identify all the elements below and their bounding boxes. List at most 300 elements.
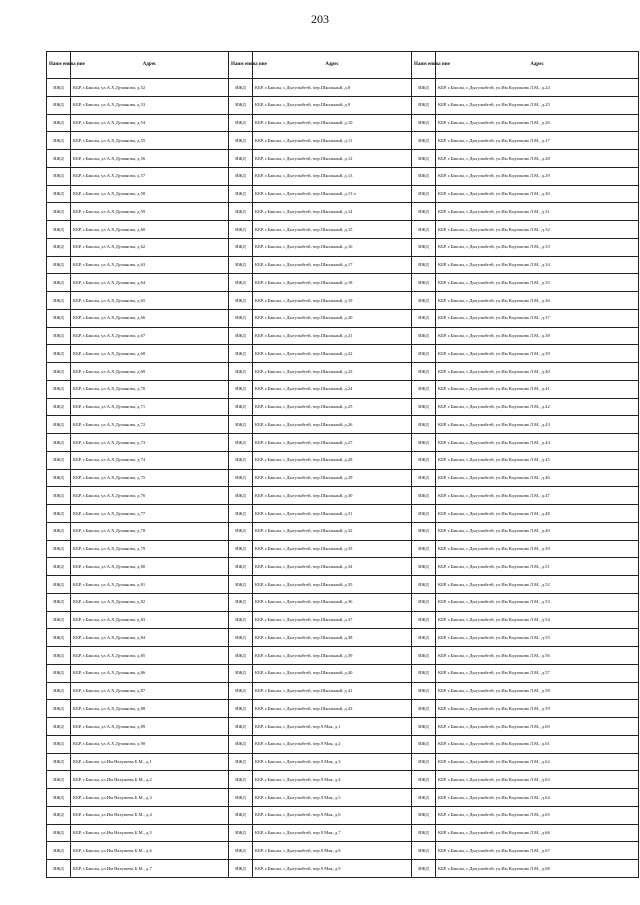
table-row (47, 522, 639, 540)
object-kind-cell: ИЖД (412, 611, 436, 629)
header-address: Адрес (71, 52, 229, 79)
object-kind-cell: ИЖД (229, 327, 253, 345)
address-cell: КБР, г.Баксан, с.Дыгулыбгей, пер.Школьный, д.43 (253, 700, 412, 718)
table-row (47, 842, 639, 860)
object-kind-cell: ИЖД (229, 274, 253, 292)
address-cell: КБР, г.Баксан, с.Дыгулыбгей, пер.9 Мая, д.9 (253, 860, 412, 878)
object-kind-cell: ИЖД (412, 842, 436, 860)
address-cell: КБР, г.Баксан, с.Дыгулыбгей, ул.Им Кодзокова Л.М., д.49 (436, 522, 639, 540)
address-cell: КБР, г.Баксан, ул.А.Х.Думанова, д.59 (71, 203, 229, 221)
table-header-row (47, 52, 639, 79)
address-cell: КБР, г.Баксан, с.Дыгулыбгей, пер.9 Мая, д.1 (253, 718, 412, 736)
address-cell: КБР, г.Баксан, с.Дыгулыбгей, пер.9 Мая, д.6 (253, 806, 412, 824)
address-cell: КБР, г.Баксан, ул.А.Х.Думанова, д.62 (71, 238, 229, 256)
address-cell: КБР, г.Баксан, с.Дыгулыбгей, пер.9 Мая, д.2 (253, 735, 412, 753)
object-kind-cell: ИЖД (47, 327, 71, 345)
object-kind-cell: ИЖД (412, 327, 436, 345)
address-cell: КБР, г.Баксан, с.Дыгулыбгей, пер.Школьный, д.19 (253, 292, 412, 310)
object-kind-cell: ИЖД (47, 398, 71, 416)
table-row (47, 221, 639, 239)
address-cell: КБР, г.Баксан, с.Дыгулыбгей, ул.Им Кодзокова Л.М., д.67 (436, 842, 639, 860)
object-kind-cell: ИЖД (47, 434, 71, 452)
table-row (47, 593, 639, 611)
address-cell: КБР, г.Баксан, с.Дыгулыбгей, ул.Им Кодзокова Л.М., д.37 (436, 309, 639, 327)
object-kind-cell: ИЖД (229, 185, 253, 203)
object-kind-cell: ИЖД (47, 469, 71, 487)
address-cell: КБР, г.Баксан, с.Дыгулыбгей, пер.Школьный, д.22 (253, 345, 412, 363)
object-kind-cell: ИЖД (412, 824, 436, 842)
address-cell: КБР, г.Баксан, ул.А.Х.Думанова, д.55 (71, 132, 229, 150)
table-row (47, 185, 639, 203)
address-cell: КБР, г.Баксан, с.Дыгулыбгей, пер.Школьный, д.34 (253, 558, 412, 576)
object-kind-cell: ИЖД (47, 185, 71, 203)
address-cell: КБР, г.Баксан, ул.А.Х.Думанова, д.77 (71, 505, 229, 523)
page-number: 203 (311, 12, 329, 26)
table-row (47, 753, 639, 771)
table-row (47, 167, 639, 185)
address-cell: КБР, г.Баксан, с.Дыгулыбгей, пер.Школьный, д.14 (253, 203, 412, 221)
address-cell: КБР, г.Баксан, ул.А.Х.Думанова, д.70 (71, 380, 229, 398)
address-cell: КБР, г.Баксан, с.Дыгулыбгей, пер.Школьный, д.32 (253, 522, 412, 540)
object-kind-cell: ИЖД (47, 487, 71, 505)
table-row (47, 611, 639, 629)
address-cell: КБР, г.Баксан, ул.А.Х.Думанова, д.88 (71, 700, 229, 718)
object-kind-cell: ИЖД (412, 451, 436, 469)
address-cell: КБР, г.Баксан, ул.А.Х.Думанова, д.60 (71, 221, 229, 239)
object-kind-cell: ИЖД (47, 292, 71, 310)
address-cell: КБР, г.Баксан, с.Дыгулыбгей, ул.Им Кодзокова Л.М., д.28 (436, 150, 639, 168)
object-kind-cell: ИЖД (47, 96, 71, 114)
object-kind-cell: ИЖД (412, 79, 436, 97)
object-kind-cell: ИЖД (47, 789, 71, 807)
address-cell: КБР, г.Баксан, с.Дыгулыбгей, ул.Им Кодзокова Л.М., д.36 (436, 292, 639, 310)
address-cell: КБР, г.Баксан, ул.А.Х.Думанова, д.81 (71, 576, 229, 594)
object-kind-cell: ИЖД (229, 664, 253, 682)
object-kind-cell: ИЖД (47, 771, 71, 789)
table-row (47, 469, 639, 487)
address-cell: КБР, г.Баксан, ул.Им Нахушева Б.М., д.7 (71, 860, 229, 878)
address-cell: КБР, г.Баксан, ул.А.Х.Думанова, д.56 (71, 150, 229, 168)
table-row (47, 540, 639, 558)
object-kind-cell: ИЖД (47, 150, 71, 168)
object-kind-cell: ИЖД (229, 647, 253, 665)
address-cell: КБР, г.Баксан, с.Дыгулыбгей, пер.Школьный, д.37 (253, 611, 412, 629)
address-cell: КБР, г.Баксан, с.Дыгулыбгей, ул.Им Кодзокова Л.М., д.29 (436, 167, 639, 185)
address-cell: КБР, г.Баксан, с.Дыгулыбгей, пер.Школьный, д.9 (253, 96, 412, 114)
address-cell: КБР, г.Баксан, ул.А.Х.Думанова, д.64 (71, 274, 229, 292)
address-cell: КБР, г.Баксан, с.Дыгулыбгей, ул.Им Кодзокова Л.М., д.35 (436, 274, 639, 292)
header-address: Адрес (436, 52, 639, 79)
object-kind-cell: ИЖД (229, 203, 253, 221)
object-kind-cell: ИЖД (412, 647, 436, 665)
address-cell: КБР, г.Баксан, ул.А.Х.Думанова, д.75 (71, 469, 229, 487)
address-cell: КБР, г.Баксан, ул.А.Х.Думанова, д.78 (71, 522, 229, 540)
address-cell: КБР, г.Баксан, с.Дыгулыбгей, ул.Им Кодзокова Л.М., д.58 (436, 682, 639, 700)
object-kind-cell: ИЖД (47, 451, 71, 469)
table-row (47, 451, 639, 469)
object-kind-cell: ИЖД (229, 238, 253, 256)
object-kind-cell: ИЖД (229, 487, 253, 505)
object-kind-cell: ИЖД (412, 363, 436, 381)
object-kind-cell: ИЖД (229, 469, 253, 487)
header-kind: Наим енова ние (229, 52, 253, 79)
table-row (47, 96, 639, 114)
table-row (47, 114, 639, 132)
address-cell: КБР, г.Баксан, с.Дыгулыбгей, пер.Школьный, д.29 (253, 469, 412, 487)
address-cell: КБР, г.Баксан, ул.А.Х.Думанова, д.71 (71, 398, 229, 416)
object-kind-cell: ИЖД (47, 682, 71, 700)
address-cell: КБР, г.Баксан, с.Дыгулыбгей, ул.Им Кодзокова Л.М., д.53 (436, 593, 639, 611)
table-row (47, 363, 639, 381)
address-cell: КБР, г.Баксан, ул.А.Х.Думанова, д.87 (71, 682, 229, 700)
object-kind-cell: ИЖД (412, 398, 436, 416)
object-kind-cell: ИЖД (229, 718, 253, 736)
object-kind-cell: ИЖД (47, 824, 71, 842)
address-cell: КБР, г.Баксан, с.Дыгулыбгей, пер.Школьный, д.28 (253, 451, 412, 469)
address-cell: КБР, г.Баксан, с.Дыгулыбгей, пер.Школьный, д.41 (253, 682, 412, 700)
address-cell: КБР, г.Баксан, с.Дыгулыбгей, ул.Им Кодзокова Л.М., д.60 (436, 718, 639, 736)
table-row (47, 505, 639, 523)
address-cell: КБР, г.Баксан, с.Дыгулыбгей, пер.Школьный, д.20 (253, 309, 412, 327)
address-cell: КБР, г.Баксан, ул.Им Нахушева Б.М., д.2 (71, 771, 229, 789)
table-row (47, 132, 639, 150)
object-kind-cell: ИЖД (47, 629, 71, 647)
address-cell: КБР, г.Баксан, с.Дыгулыбгей, ул.Им Кодзокова Л.М., д.41 (436, 380, 639, 398)
object-kind-cell: ИЖД (229, 96, 253, 114)
table-row (47, 664, 639, 682)
object-kind-cell: ИЖД (229, 522, 253, 540)
object-kind-cell: ИЖД (412, 238, 436, 256)
address-cell: КБР, г.Баксан, с.Дыгулыбгей, ул.Им Кодзокова Л.М., д.59 (436, 700, 639, 718)
table-row (47, 416, 639, 434)
object-kind-cell: ИЖД (412, 416, 436, 434)
address-cell: КБР, г.Баксан, с.Дыгулыбгей, ул.Им Кодзокова Л.М., д.33 (436, 238, 639, 256)
address-cell: КБР, г.Баксан, с.Дыгулыбгей, ул.Им Кодзокова Л.М., д.45 (436, 451, 639, 469)
address-cell: КБР, г.Баксан, с.Дыгулыбгей, ул.Им Кодзокова Л.М., д.26 (436, 114, 639, 132)
object-kind-cell: ИЖД (412, 629, 436, 647)
address-cell: КБР, г.Баксан, ул.А.Х.Думанова, д.58 (71, 185, 229, 203)
table-row (47, 682, 639, 700)
object-kind-cell: ИЖД (47, 345, 71, 363)
address-cell: КБР, г.Баксан, с.Дыгулыбгей, пер.Школьный, д.8 (253, 79, 412, 97)
object-kind-cell: ИЖД (412, 132, 436, 150)
object-kind-cell: ИЖД (229, 576, 253, 594)
object-kind-cell: ИЖД (229, 789, 253, 807)
address-cell: КБР, г.Баксан, ул.А.Х.Думанова, д.54 (71, 114, 229, 132)
object-kind-cell: ИЖД (47, 806, 71, 824)
address-cell: КБР, г.Баксан, с.Дыгулыбгей, ул.Им Кодзокова Л.М., д.42 (436, 398, 639, 416)
address-cell: КБР, г.Баксан, с.Дыгулыбгей, пер.Школьный, д.15 (253, 221, 412, 239)
address-cell: КБР, г.Баксан, с.Дыгулыбгей, ул.Им Кодзокова Л.М., д.39 (436, 345, 639, 363)
table-row (47, 398, 639, 416)
object-kind-cell: ИЖД (412, 806, 436, 824)
address-cell: КБР, г.Баксан, ул.А.Х.Думанова, д.80 (71, 558, 229, 576)
object-kind-cell: ИЖД (412, 540, 436, 558)
address-cell: КБР, г.Баксан, с.Дыгулыбгей, ул.Им Кодзокова Л.М., д.32 (436, 221, 639, 239)
table-row (47, 700, 639, 718)
address-cell: КБР, г.Баксан, с.Дыгулыбгей, пер.Школьный, д.31 (253, 505, 412, 523)
address-cell: КБР, г.Баксан, ул.А.Х.Думанова, д.52 (71, 79, 229, 97)
object-kind-cell: ИЖД (229, 735, 253, 753)
object-kind-cell: ИЖД (412, 114, 436, 132)
address-cell: КБР, г.Баксан, ул.А.Х.Думанова, д.74 (71, 451, 229, 469)
object-kind-cell: ИЖД (47, 576, 71, 594)
object-kind-cell: ИЖД (229, 167, 253, 185)
object-kind-cell: ИЖД (229, 434, 253, 452)
address-cell: КБР, г.Баксан, ул.Им Нахушева Б.М., д.5 (71, 824, 229, 842)
object-kind-cell: ИЖД (229, 806, 253, 824)
object-kind-cell: ИЖД (47, 274, 71, 292)
address-cell: КБР, г.Баксан, с.Дыгулыбгей, ул.Им Кодзокова Л.М., д.43 (436, 416, 639, 434)
object-kind-cell: ИЖД (47, 700, 71, 718)
object-kind-cell: ИЖД (229, 398, 253, 416)
object-kind-cell: ИЖД (412, 256, 436, 274)
object-kind-cell: ИЖД (47, 79, 71, 97)
address-cell: КБР, г.Баксан, ул.А.Х.Думанова, д.53 (71, 96, 229, 114)
address-cell: КБР, г.Баксан, с.Дыгулыбгей, ул.Им Кодзокова Л.М., д.47 (436, 487, 639, 505)
address-cell: КБР, г.Баксан, с.Дыгулыбгей, пер.Школьный, д.40 (253, 664, 412, 682)
object-kind-cell: ИЖД (47, 540, 71, 558)
address-cell: КБР, г.Баксан, ул.Им Нахушева Б.М., д.4 (71, 806, 229, 824)
address-cell: КБР, г.Баксан, ул.Им Нахушева Б.М., д.3 (71, 789, 229, 807)
address-cell: КБР, г.Баксан, с.Дыгулыбгей, пер.Школьный, д.25 (253, 398, 412, 416)
table-row (47, 647, 639, 665)
table-row (47, 434, 639, 452)
table-row (47, 824, 639, 842)
object-kind-cell: ИЖД (412, 753, 436, 771)
object-kind-cell: ИЖД (229, 363, 253, 381)
table-row (47, 203, 639, 221)
address-cell: КБР, г.Баксан, ул.А.Х.Думанова, д.57 (71, 167, 229, 185)
object-kind-cell: ИЖД (412, 345, 436, 363)
table-row (47, 309, 639, 327)
object-kind-cell: ИЖД (412, 522, 436, 540)
address-cell: КБР, г.Баксан, ул.А.Х.Думанова, д.68 (71, 345, 229, 363)
object-kind-cell: ИЖД (412, 380, 436, 398)
object-kind-cell: ИЖД (47, 522, 71, 540)
address-cell: КБР, г.Баксан, ул.А.Х.Думанова, д.65 (71, 292, 229, 310)
table-row (47, 380, 639, 398)
table-row (47, 292, 639, 310)
address-cell: КБР, г.Баксан, с.Дыгулыбгей, пер.Школьный, д.21 (253, 327, 412, 345)
object-kind-cell: ИЖД (47, 593, 71, 611)
object-kind-cell: ИЖД (47, 718, 71, 736)
object-kind-cell: ИЖД (412, 718, 436, 736)
object-kind-cell: ИЖД (412, 487, 436, 505)
object-kind-cell: ИЖД (412, 576, 436, 594)
address-cell: КБР, г.Баксан, с.Дыгулыбгей, пер.Школьный, д.17 (253, 256, 412, 274)
object-kind-cell: ИЖД (47, 664, 71, 682)
address-cell: КБР, г.Баксан, с.Дыгулыбгей, пер.Школьный, д.33 (253, 540, 412, 558)
address-cell: КБР, г.Баксан, ул.А.Х.Думанова, д.85 (71, 647, 229, 665)
object-kind-cell: ИЖД (229, 150, 253, 168)
object-kind-cell: ИЖД (412, 274, 436, 292)
object-kind-cell: ИЖД (229, 593, 253, 611)
object-kind-cell: ИЖД (412, 292, 436, 310)
address-cell: КБР, г.Баксан, с.Дыгулыбгей, пер.Школьный, д.23 (253, 363, 412, 381)
address-table (46, 51, 639, 878)
object-kind-cell: ИЖД (229, 451, 253, 469)
address-cell: КБР, г.Баксан, с.Дыгулыбгей, пер.Школьный, д.12 (253, 150, 412, 168)
table-row (47, 327, 639, 345)
address-cell: КБР, г.Баксан, с.Дыгулыбгей, пер.Школьный, д.24 (253, 380, 412, 398)
address-cell: КБР, г.Баксан, с.Дыгулыбгей, ул.Им Кодзокова Л.М., д.30 (436, 185, 639, 203)
object-kind-cell: ИЖД (229, 292, 253, 310)
address-cell: КБР, г.Баксан, ул.А.Х.Думанова, д.89 (71, 718, 229, 736)
object-kind-cell: ИЖД (229, 114, 253, 132)
object-kind-cell: ИЖД (229, 611, 253, 629)
address-cell: КБР, г.Баксан, с.Дыгулыбгей, пер.Школьный, д.36 (253, 593, 412, 611)
address-cell: КБР, г.Баксан, с.Дыгулыбгей, ул.Им Кодзокова Л.М., д.27 (436, 132, 639, 150)
address-cell: КБР, г.Баксан, ул.А.Х.Думанова, д.66 (71, 309, 229, 327)
address-cell: КБР, г.Баксан, ул.А.Х.Думанова, д.79 (71, 540, 229, 558)
address-cell: КБР, г.Баксан, ул.Им Нахушева Б.М., д.1 (71, 753, 229, 771)
address-cell: КБР, г.Баксан, с.Дыгулыбгей, ул.Им Кодзокова Л.М., д.64 (436, 789, 639, 807)
address-cell: КБР, г.Баксан, с.Дыгулыбгей, пер.Школьный, д.16 (253, 238, 412, 256)
table-row (47, 487, 639, 505)
table-row (47, 238, 639, 256)
address-cell: КБР, г.Баксан, с.Дыгулыбгей, ул.Им Кодзокова Л.М., д.46 (436, 469, 639, 487)
object-kind-cell: ИЖД (412, 505, 436, 523)
address-cell: КБР, г.Баксан, с.Дыгулыбгей, ул.Им Кодзокова Л.М., д.55 (436, 629, 639, 647)
object-kind-cell: ИЖД (229, 79, 253, 97)
object-kind-cell: ИЖД (229, 860, 253, 878)
address-cell: КБР, г.Баксан, с.Дыгулыбгей, пер.Школьный, д.38 (253, 629, 412, 647)
address-cell: КБР, г.Баксан, с.Дыгулыбгей, ул.Им Кодзокова Л.М., д.51 (436, 558, 639, 576)
object-kind-cell: ИЖД (229, 558, 253, 576)
object-kind-cell: ИЖД (412, 167, 436, 185)
address-cell: КБР, г.Баксан, с.Дыгулыбгей, пер.Школьный, д.35 (253, 576, 412, 594)
table-row (47, 576, 639, 594)
object-kind-cell: ИЖД (412, 682, 436, 700)
address-cell: КБР, г.Баксан, с.Дыгулыбгей, ул.Им Кодзокова Л.М., д.56 (436, 647, 639, 665)
address-cell: КБР, г.Баксан, с.Дыгулыбгей, ул.Им Кодзокова Л.М., д.62 (436, 753, 639, 771)
address-cell: КБР, г.Баксан, с.Дыгулыбгей, ул.Им Кодзокова Л.М., д.44 (436, 434, 639, 452)
object-kind-cell: ИЖД (412, 789, 436, 807)
object-kind-cell: ИЖД (47, 416, 71, 434)
object-kind-cell: ИЖД (47, 238, 71, 256)
address-cell: КБР, г.Баксан, с.Дыгулыбгей, пер.9 Мая, д.4 (253, 771, 412, 789)
object-kind-cell: ИЖД (412, 185, 436, 203)
header-kind: Наим енова ние (412, 52, 436, 79)
object-kind-cell: ИЖД (47, 505, 71, 523)
address-cell: КБР, г.Баксан, с.Дыгулыбгей, пер.Школьный, д.11 (253, 132, 412, 150)
address-cell: КБР, г.Баксан, с.Дыгулыбгей, пер.Школьный, д.13 (253, 167, 412, 185)
object-kind-cell: ИЖД (47, 842, 71, 860)
object-kind-cell: ИЖД (412, 96, 436, 114)
address-cell: КБР, г.Баксан, ул.А.Х.Думанова, д.82 (71, 593, 229, 611)
address-cell: КБР, г.Баксан, с.Дыгулыбгей, ул.Им Кодзокова Л.М., д.25 (436, 96, 639, 114)
table-row (47, 150, 639, 168)
object-kind-cell: ИЖД (412, 593, 436, 611)
object-kind-cell: ИЖД (229, 221, 253, 239)
object-kind-cell: ИЖД (229, 700, 253, 718)
address-cell: КБР, г.Баксан, с.Дыгулыбгей, ул.Им Кодзокова Л.М., д.50 (436, 540, 639, 558)
header-address: Адрес (253, 52, 412, 79)
object-kind-cell: ИЖД (229, 753, 253, 771)
object-kind-cell: ИЖД (229, 771, 253, 789)
object-kind-cell: ИЖД (412, 700, 436, 718)
address-cell: КБР, г.Баксан, с.Дыгулыбгей, ул.Им Кодзокова Л.М., д.52 (436, 576, 639, 594)
object-kind-cell: ИЖД (229, 540, 253, 558)
address-cell: КБР, г.Баксан, с.Дыгулыбгей, ул.Им Кодзокова Л.М., д.57 (436, 664, 639, 682)
object-kind-cell: ИЖД (229, 416, 253, 434)
table-row (47, 79, 639, 97)
object-kind-cell: ИЖД (47, 167, 71, 185)
object-kind-cell: ИЖД (229, 309, 253, 327)
address-cell: КБР, г.Баксан, с.Дыгулыбгей, ул.Им Кодзокова Л.М., д.63 (436, 771, 639, 789)
address-cell: КБР, г.Баксан, с.Дыгулыбгей, ул.Им Кодзокова Л.М., д.65 (436, 806, 639, 824)
address-cell: КБР, г.Баксан, ул.А.Х.Думанова, д.63 (71, 256, 229, 274)
address-cell: КБР, г.Баксан, с.Дыгулыбгей, ул.Им Кодзокова Л.М., д.68 (436, 860, 639, 878)
object-kind-cell: ИЖД (412, 771, 436, 789)
object-kind-cell: ИЖД (412, 150, 436, 168)
object-kind-cell: ИЖД (229, 256, 253, 274)
object-kind-cell: ИЖД (412, 469, 436, 487)
object-kind-cell: ИЖД (412, 860, 436, 878)
object-kind-cell: ИЖД (47, 647, 71, 665)
object-kind-cell: ИЖД (229, 505, 253, 523)
address-cell: КБР, г.Баксан, ул.А.Х.Думанова, д.84 (71, 629, 229, 647)
object-kind-cell: ИЖД (47, 363, 71, 381)
object-kind-cell: ИЖД (47, 380, 71, 398)
address-cell: КБР, г.Баксан, с.Дыгулыбгей, пер.9 Мая, д.5 (253, 789, 412, 807)
address-cell: КБР, г.Баксан, с.Дыгулыбгей, пер.9 Мая, д.3 (253, 753, 412, 771)
object-kind-cell: ИЖД (47, 221, 71, 239)
address-cell: КБР, г.Баксан, с.Дыгулыбгей, пер.Школьный, д.18 (253, 274, 412, 292)
address-cell: КБР, г.Баксан, с.Дыгулыбгей, ул.Им Кодзокова Л.М., д.54 (436, 611, 639, 629)
table-row (47, 789, 639, 807)
address-cell: КБР, г.Баксан, ул.А.Х.Думанова, д.90 (71, 735, 229, 753)
table-row (47, 860, 639, 878)
object-kind-cell: ИЖД (412, 558, 436, 576)
header-kind: Наим енова ние (47, 52, 71, 79)
address-cell: КБР, г.Баксан, с.Дыгулыбгей, ул.Им Кодзокова Л.М., д.34 (436, 256, 639, 274)
address-cell: КБР, г.Баксан, с.Дыгулыбгей, пер.9 Мая, д.7 (253, 824, 412, 842)
object-kind-cell: ИЖД (47, 132, 71, 150)
object-kind-cell: ИЖД (229, 682, 253, 700)
address-cell: КБР, г.Баксан, с.Дыгулыбгей, ул.Им Кодзокова Л.М., д.24 (436, 79, 639, 97)
object-kind-cell: ИЖД (47, 203, 71, 221)
address-cell: КБР, г.Баксан, с.Дыгулыбгей, пер.Школьный, д.13 а (253, 185, 412, 203)
address-cell: КБР, г.Баксан, с.Дыгулыбгей, ул.Им Кодзокова Л.М., д.38 (436, 327, 639, 345)
object-kind-cell: ИЖД (229, 824, 253, 842)
object-kind-cell: ИЖД (412, 309, 436, 327)
address-cell: КБР, г.Баксан, с.Дыгулыбгей, пер.Школьный, д.26 (253, 416, 412, 434)
object-kind-cell: ИЖД (229, 132, 253, 150)
address-cell: КБР, г.Баксан, с.Дыгулыбгей, ул.Им Кодзокова Л.М., д.40 (436, 363, 639, 381)
object-kind-cell: ИЖД (47, 114, 71, 132)
address-cell: КБР, г.Баксан, с.Дыгулыбгей, ул.Им Кодзокова Л.М., д.31 (436, 203, 639, 221)
object-kind-cell: ИЖД (412, 203, 436, 221)
address-cell: КБР, г.Баксан, с.Дыгулыбгей, ул.Им Кодзокова Л.М., д.66 (436, 824, 639, 842)
address-cell: КБР, г.Баксан, с.Дыгулыбгей, ул.Им Кодзокова Л.М., д.61 (436, 735, 639, 753)
table-body (47, 79, 639, 878)
table-row (47, 256, 639, 274)
address-cell: КБР, г.Баксан, ул.А.Х.Думанова, д.73 (71, 434, 229, 452)
table-row (47, 735, 639, 753)
address-cell: КБР, г.Баксан, ул.А.Х.Думанова, д.69 (71, 363, 229, 381)
table-row (47, 345, 639, 363)
object-kind-cell: ИЖД (47, 611, 71, 629)
address-cell: КБР, г.Баксан, ул.А.Х.Думанова, д.86 (71, 664, 229, 682)
object-kind-cell: ИЖД (47, 860, 71, 878)
object-kind-cell: ИЖД (229, 345, 253, 363)
object-kind-cell: ИЖД (412, 735, 436, 753)
table-row (47, 771, 639, 789)
address-cell: КБР, г.Баксан, ул.А.Х.Думанова, д.76 (71, 487, 229, 505)
object-kind-cell: ИЖД (47, 256, 71, 274)
